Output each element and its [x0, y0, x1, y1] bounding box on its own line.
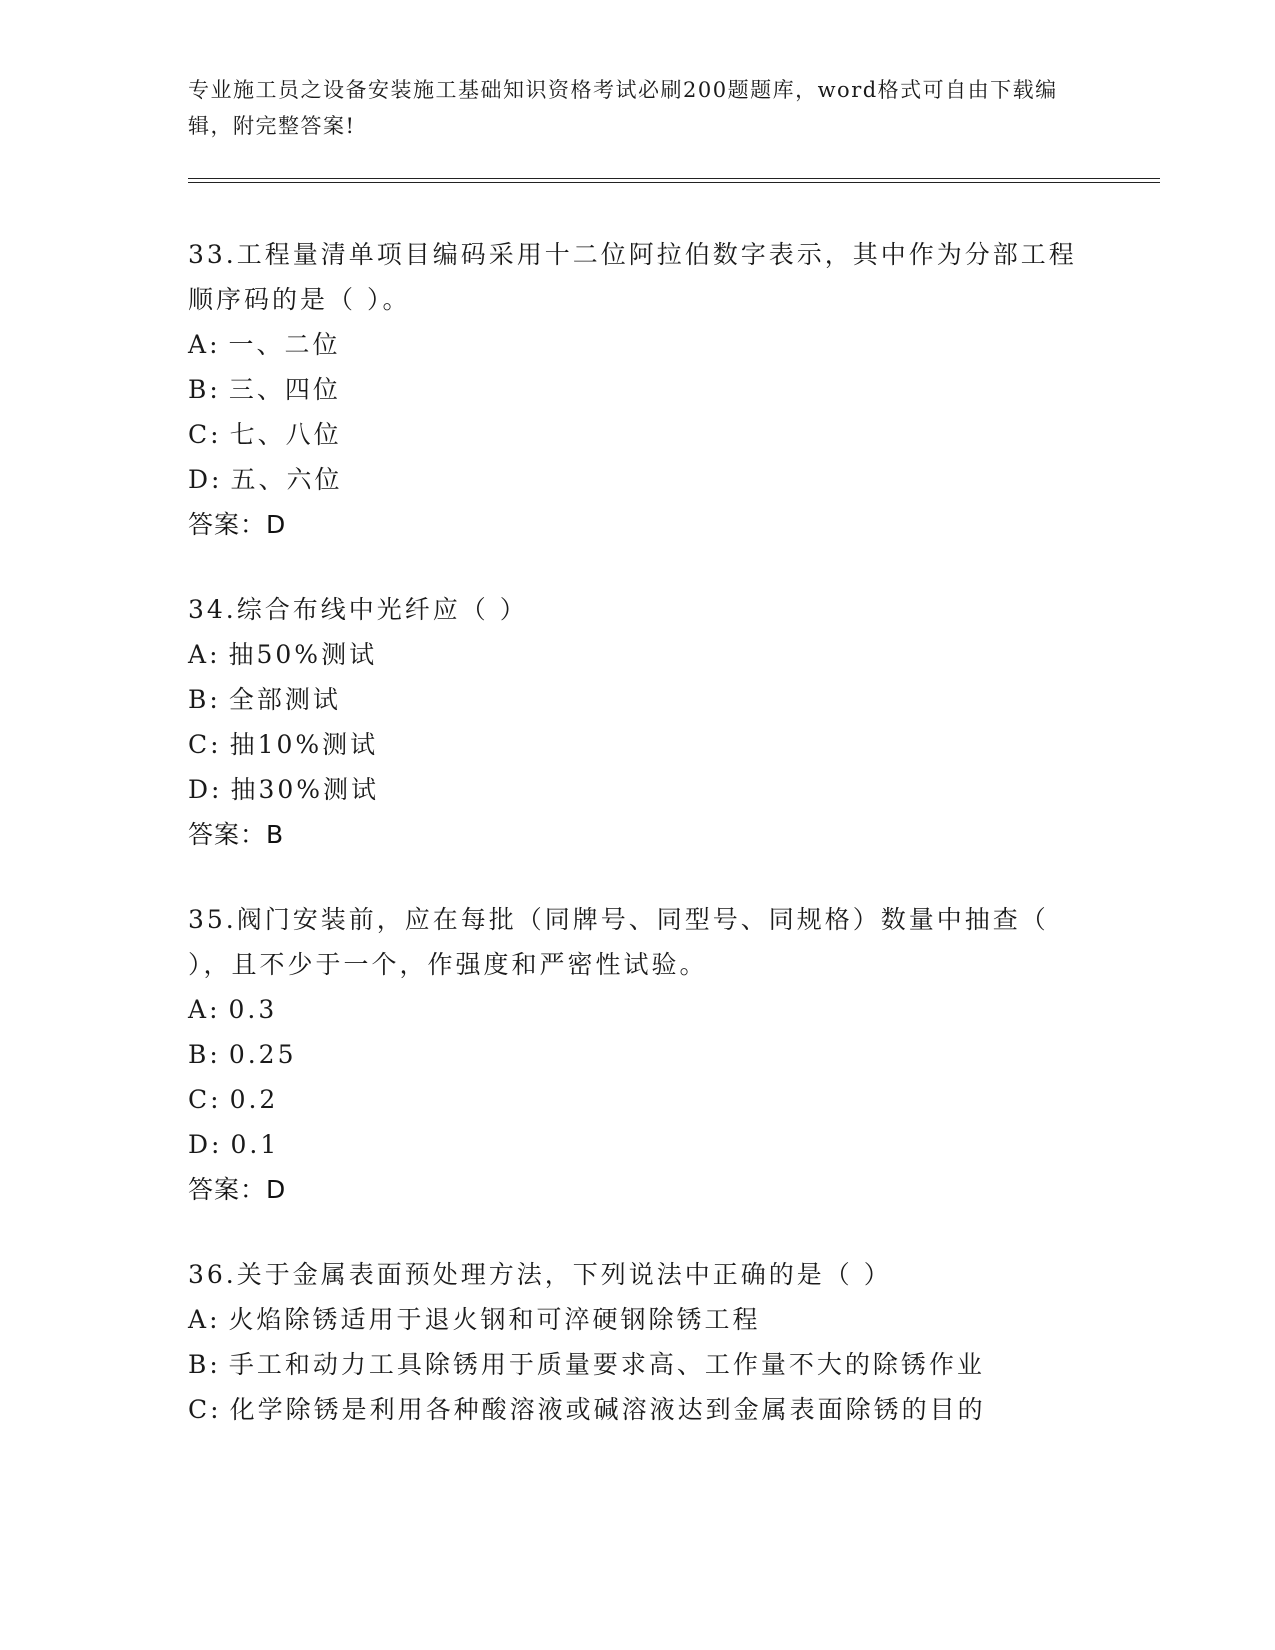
option-a: A: 火焰除锈适用于退火钢和可淬硬钢除锈工程 — [188, 1305, 761, 1334]
option-a: A: 抽50%测试 — [188, 640, 378, 669]
option-text: 三、四位 — [228, 375, 341, 404]
option-key: B — [188, 685, 210, 714]
question-stem: 33.工程量清单项目编码采用十二位阿拉伯数字表示，其中作为分部工程顺序码的是（ ）。 — [188, 240, 1077, 314]
question-item — [188, 1252, 1088, 1432]
option-b: B: 全部测试 — [188, 685, 341, 714]
option-text: 手工和动力工具除锈用于质量要求高、工作量不大的除锈作业 — [228, 1350, 985, 1379]
option-text: 抽50%测试 — [228, 640, 378, 669]
question-item — [188, 232, 1088, 547]
option-text: 全部测试 — [228, 685, 341, 714]
option-text: 抽10%测试 — [229, 730, 379, 759]
option-key: D — [188, 775, 212, 804]
option-text: 五、六位 — [230, 465, 343, 494]
question-stem: 34.综合布线中光纤应（ ） — [188, 595, 528, 624]
option-key: D — [188, 1130, 212, 1159]
option-d: D: 抽30%测试 — [188, 775, 380, 804]
question-stem: 36.关于金属表面预处理方法，下列说法中正确的是（ ） — [188, 1260, 892, 1289]
divider-line — [188, 182, 1160, 183]
option-key: B — [188, 1350, 210, 1379]
option-key: C — [188, 1085, 211, 1114]
option-text: 0.1 — [230, 1130, 280, 1159]
document-header: 专业施工员之设备安装施工基础知识资格考试必刷200题题库，word格式可自由下载编辑，附完整答案! — [188, 78, 1058, 138]
question-item — [188, 587, 1088, 857]
option-text: 抽30%测试 — [230, 775, 380, 804]
question-list — [188, 232, 1088, 1472]
option-text: 0.25 — [228, 1040, 297, 1069]
option-key: A — [188, 640, 210, 669]
option-text: 化学除锈是利用各种酸溶液或碱溶液达到金属表面除锈的目的 — [229, 1395, 986, 1424]
option-a: A: 一、二位 — [188, 330, 341, 359]
option-key: C — [188, 1395, 211, 1424]
option-c: C: 0.2 — [188, 1085, 279, 1114]
option-a: A: 0.3 — [188, 995, 278, 1024]
question-stem: 35.阀门安装前，应在每批（同牌号、同型号、同规格）数量中抽查（ ），且不少于一个，作强度和严密性试验。 — [188, 905, 1049, 979]
option-text: 0.3 — [228, 995, 278, 1024]
header-divider — [188, 178, 1160, 183]
option-text: 0.2 — [229, 1085, 279, 1114]
option-c: C: 抽10%测试 — [188, 730, 379, 759]
option-c: C: 化学除锈是利用各种酸溶液或碱溶液达到金属表面除锈的目的 — [188, 1395, 986, 1424]
option-key: B — [188, 1040, 210, 1069]
option-key: A — [188, 330, 210, 359]
option-d: D: 五、六位 — [188, 465, 343, 494]
divider-line — [188, 178, 1160, 179]
question-item — [188, 897, 1088, 1212]
option-key: A — [188, 995, 210, 1024]
option-b: B: 0.25 — [188, 1040, 297, 1069]
option-key: C — [188, 730, 211, 759]
option-key: A — [188, 1305, 210, 1334]
option-text: 七、八位 — [229, 420, 342, 449]
option-text: 一、二位 — [228, 330, 341, 359]
option-b: B: 三、四位 — [188, 375, 341, 404]
option-b: B: 手工和动力工具除锈用于质量要求高、工作量不大的除锈作业 — [188, 1350, 985, 1379]
answer-line: 答案：B — [188, 820, 285, 849]
option-text: 火焰除锈适用于退火钢和可淬硬钢除锈工程 — [228, 1305, 761, 1334]
option-d: D: 0.1 — [188, 1130, 280, 1159]
option-key: C — [188, 420, 211, 449]
option-c: C: 七、八位 — [188, 420, 342, 449]
answer-line: 答案：D — [188, 510, 287, 539]
option-key: B — [188, 375, 210, 404]
option-key: D — [188, 465, 212, 494]
answer-line: 答案：D — [188, 1175, 287, 1204]
